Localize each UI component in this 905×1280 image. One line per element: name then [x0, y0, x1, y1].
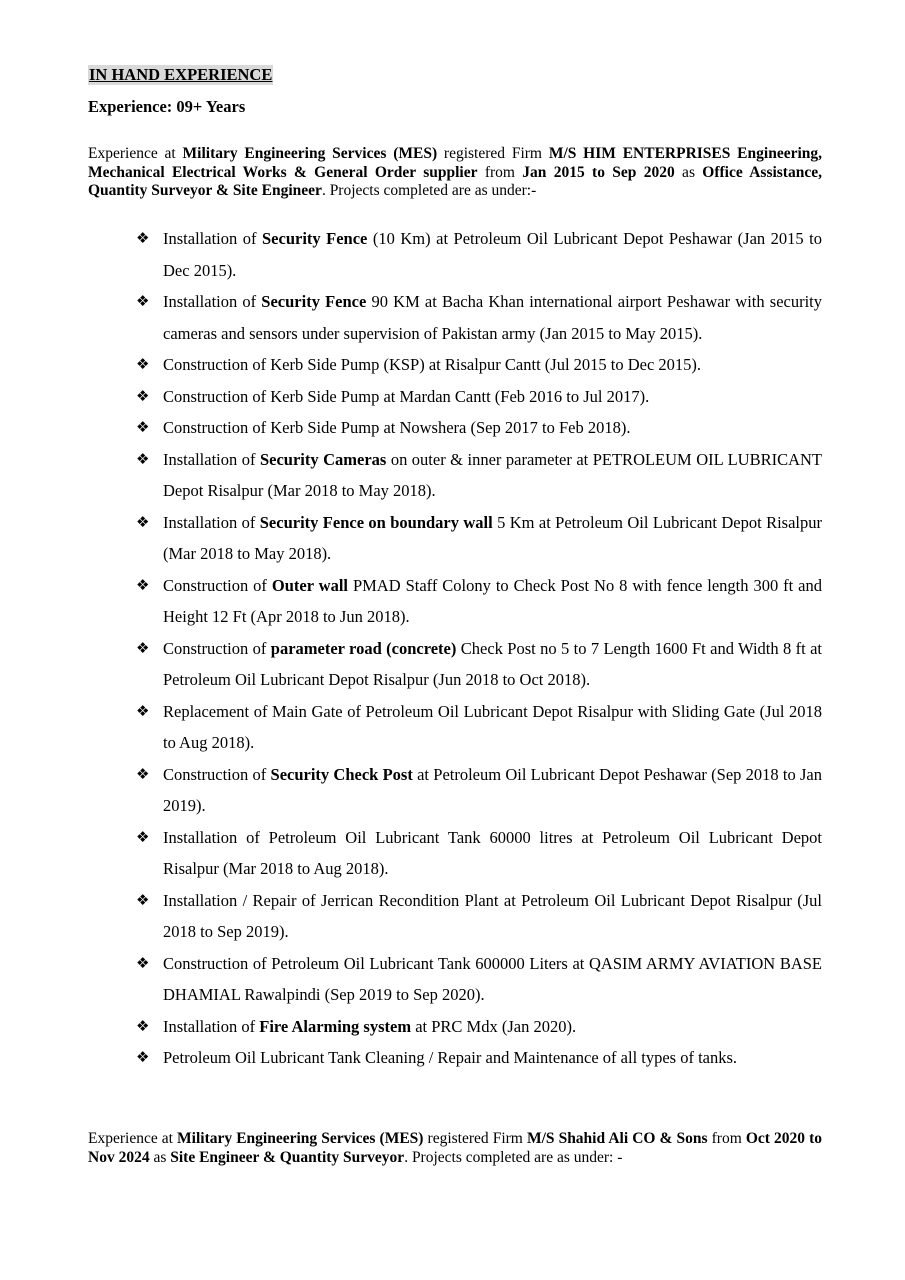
- diamond-bullet-icon: ❖: [136, 449, 150, 468]
- diamond-bullet-icon: ❖: [136, 1016, 150, 1035]
- project-text-tail: Check Post no 5 to 7 Length 1600 Ft and Width 8 ft at Petroleum Oil Lubricant Depot Risalpur (Jun 2018 to Oct 2018).: [163, 638, 822, 689]
- project-item: [136, 286, 822, 349]
- para2-bold-1: Military Engineering Services (MES): [177, 1130, 424, 1147]
- project-text: Construction of Kerb Side Pump at Nowshera (Sep 2017 to Feb 2018).: [163, 418, 631, 437]
- para2-text-5: . Projects completed are as under: -: [404, 1148, 623, 1166]
- project-highlight: Security Cameras: [259, 449, 387, 469]
- project-item: [136, 1042, 822, 1074]
- project-text: Installation of Petroleum Oil Lubricant Tank 60000 litres at Petroleum Oil Lubricant Depot Risalpur (Mar 2018 to Aug 2018).: [163, 827, 822, 878]
- para1-text-5: . Projects completed are as under:-: [321, 182, 537, 199]
- experience-years: Experience: 09+ Years: [88, 97, 246, 116]
- project-item: [136, 444, 822, 507]
- project-text: Construction of Kerb Side Pump at Mardan Cantt (Feb 2016 to Jul 2017).: [163, 386, 650, 406]
- project-highlight: parameter road (concrete): [270, 638, 457, 658]
- project-text: Construction of Petroleum Oil Lubricant Tank 600000 Liters at QASIM ARMY AVIATION BASE DHAMIAL Rawalpindi (Sep 2019 to Sep 2020).: [163, 953, 822, 1004]
- project-text: Installation of: [163, 512, 260, 532]
- para1-bold-3: Jan 2015 to Sep 2020: [522, 163, 675, 181]
- project-item: [136, 948, 822, 1011]
- project-highlight: Security Fence: [262, 229, 368, 248]
- project-text: Construction of Kerb Side Pump (KSP) at Risalpur Cantt (Jul 2015 to Dec 2015).: [163, 355, 702, 374]
- section-heading: IN HAND EXPERIENCE: [89, 65, 273, 84]
- project-item: [136, 349, 822, 381]
- project-item: [136, 570, 822, 633]
- para2-bold-2: M/S Shahid Ali CO & Sons: [526, 1130, 708, 1147]
- project-text-tail: on outer & inner parameter at PETROLEUM OIL LUBRICANT Depot Risalpur (Mar 2018 to May 2018).: [163, 449, 822, 500]
- project-item: [136, 507, 822, 570]
- project-highlight: Outer wall: [271, 575, 349, 595]
- para1-text-3: from: [477, 163, 523, 181]
- para1-bold-1: Military Engineering Services (MES): [182, 145, 438, 162]
- diamond-bullet-icon: ❖: [136, 638, 150, 657]
- diamond-bullet-icon: ❖: [136, 229, 150, 247]
- para2-text-2: registered Firm: [423, 1130, 527, 1147]
- para2-text-1: Experience at: [88, 1130, 178, 1147]
- project-text-tail: (10 Km) at Petroleum Oil Lubricant Depot Peshawar (Jan 2015 to Dec 2015).: [163, 229, 822, 280]
- project-text: Installation of: [163, 292, 262, 311]
- para2-bold-4: Site Engineer & Quantity Surveyor: [170, 1148, 405, 1166]
- diamond-bullet-icon: ❖: [136, 764, 150, 783]
- para1-text-2: registered Firm: [437, 145, 549, 162]
- diamond-bullet-icon: ❖: [136, 890, 150, 909]
- diamond-bullet-icon: ❖: [136, 575, 150, 594]
- para1-text-4: as: [674, 163, 703, 181]
- project-text: Installation of: [163, 229, 262, 248]
- project-item: [136, 412, 822, 444]
- diamond-bullet-icon: ❖: [136, 292, 150, 310]
- experience-paragraph-1: [88, 145, 822, 201]
- para2-text-4: as: [149, 1148, 171, 1166]
- project-text: Replacement of Main Gate of Petroleum Oil Lubricant Depot Risalpur with Sliding Gate (Jul 2018 to Aug 2018).: [163, 701, 822, 752]
- project-text: Construction of: [163, 638, 271, 658]
- project-highlight: Fire Alarming system: [259, 1016, 412, 1036]
- diamond-bullet-icon: ❖: [136, 418, 150, 436]
- diamond-bullet-icon: ❖: [136, 953, 150, 972]
- project-text: Petroleum Oil Lubricant Tank Cleaning / Repair and Maintenance of all types of tanks.: [163, 1048, 738, 1067]
- project-item: [136, 822, 822, 885]
- diamond-bullet-icon: ❖: [136, 701, 150, 720]
- project-text-tail: at PRC Mdx (Jan 2020).: [411, 1016, 577, 1036]
- project-item: [136, 696, 822, 759]
- para2-bold-3: Oct 2020 to Nov 2024: [88, 1130, 822, 1166]
- project-text: Installation / Repair of Jerrican Recondition Plant at Petroleum Oil Lubricant Depot Risalpur (Jul 2018 to Sep 2019).: [163, 890, 822, 941]
- project-highlight: Security Fence on boundary wall: [259, 512, 493, 532]
- project-text-tail: 90 KM at Bacha Khan international airport Peshawar with security cameras and sensors under supervision of Pakistan army (Jan 2015 to May 2015).: [163, 292, 823, 343]
- diamond-bullet-icon: ❖: [136, 1048, 150, 1066]
- project-item: [136, 381, 822, 413]
- project-text: Construction of: [163, 575, 272, 595]
- project-item: [136, 223, 822, 286]
- para1-bold-4: Office Assistance, Quantity Surveyor & Site Engineer: [88, 163, 822, 199]
- para1-bold-2: M/S HIM ENTERPRISES Engineering, Mechanical Electrical Works & General Order supplier: [88, 145, 823, 181]
- diamond-bullet-icon: ❖: [136, 355, 150, 373]
- project-highlight: Security Fence: [261, 292, 367, 311]
- experience-paragraph-2: [88, 1130, 822, 1167]
- diamond-bullet-icon: ❖: [136, 827, 150, 846]
- project-item: [136, 1011, 822, 1043]
- diamond-bullet-icon: ❖: [136, 386, 150, 405]
- project-text: Installation of: [163, 1016, 260, 1036]
- para2-text-3: from: [707, 1130, 746, 1147]
- project-list: [136, 223, 822, 1074]
- project-text: Construction of: [163, 764, 271, 784]
- diamond-bullet-icon: ❖: [136, 512, 150, 531]
- project-text-tail: PMAD Staff Colony to Check Post No 8 with fence length 300 ft and Height 12 Ft (Apr 2018 to Jun 2018).: [163, 575, 822, 626]
- project-text-tail: 5 Km at Petroleum Oil Lubricant Depot Risalpur (Mar 2018 to May 2018).: [163, 512, 822, 563]
- project-highlight: Security Check Post: [270, 764, 413, 784]
- project-item: [136, 885, 822, 948]
- project-item: [136, 759, 822, 822]
- project-item: [136, 633, 822, 696]
- project-text: Installation of: [163, 449, 260, 469]
- para1-text-1: Experience at: [88, 145, 183, 162]
- project-text-tail: at Petroleum Oil Lubricant Depot Peshawar (Sep 2018 to Jan 2019).: [163, 764, 822, 815]
